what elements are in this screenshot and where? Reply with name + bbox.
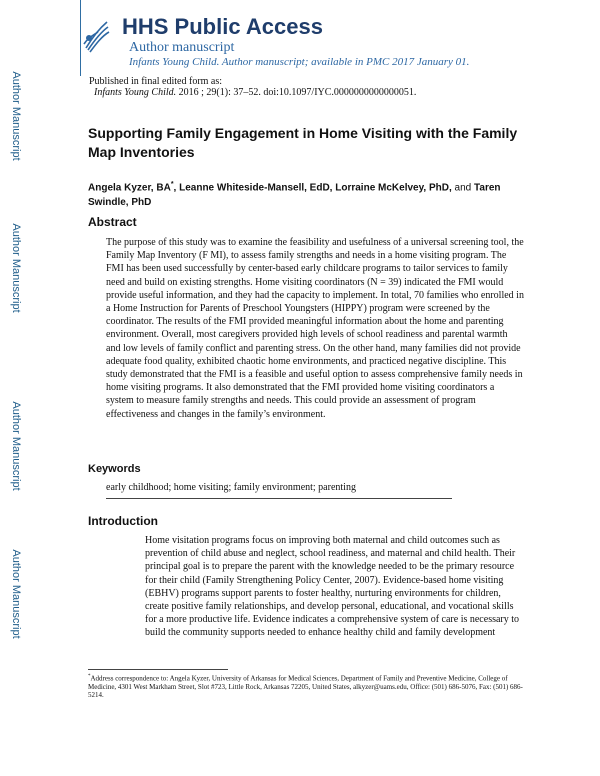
author-manuscript-label: Author manuscript — [129, 40, 235, 55]
introduction-heading: Introduction — [88, 514, 158, 528]
journal-availability-text: Infants Young Child. Author manuscript; available in PMC 2017 January 01. — [129, 56, 470, 68]
hhs-public-access-title: HHS Public Access — [122, 14, 323, 39]
published-label: Published in final edited form as: — [89, 76, 223, 87]
author-1: Angela Kyzer, BA — [88, 182, 171, 194]
author-last: Taren Swindle, PhD — [88, 182, 501, 209]
authors-middle: , Leanne Whiteside-Mansell, EdD, Lorraine McKelvey, PhD, — [173, 182, 452, 194]
publication-info — [89, 76, 416, 98]
abstract-text: The purpose of this study was to examine the feasibility and usefulness of a universal screening tool, the Family Map Inventory (F MI), to assess family strengths and needs in a home visiting program. The FMI has been used successfully by center-based early childcare programs to tailor services to family need and build on existing strengths. Home visiting coordinators (N = 39) indicated the FMI would provide useful information, and they had the capacity to implement. In total, 70 families who enrolled in a Home Instruction for Parents of Preschool Youngsters (HIPPY) program were screened by the coordinator. The results of the FMI provided meaningful information about the home and parenting environment. Overall, most caregivers provided high levels of school readiness and parental warmth and low levels of family conflict and parenting stress. On the other hand, many families did not provide adequate food quality, exhibited chaotic home environments, and practiced negative discipline. This study demonstrated that the FMI is a feasible and useful option to assess comprehensive family needs in home visiting programs. It also demonstrated that the FMI provided home visiting coordinators a system to measure family strengths and needs. This could provide an assessment of program effectiveness and changes in the family’s environment. — [106, 237, 524, 420]
keywords-divider — [106, 498, 452, 499]
keywords-heading: Keywords — [88, 463, 141, 475]
footnote-text: Address correspondence to: Angela Kyzer, University of Arkansas for Medical Sciences, Department of Family and Preventive Medicine, College of Medicine, 4301 West Markham Street, Slot #723, Little Rock, Arkansas 72205, United States, alkyzer@uams.edu, Office: (501) 686-5076, Fax: (501) 686-5214. — [88, 674, 523, 700]
sidebar-label: Author Manuscript — [10, 223, 22, 313]
journal-name: Infants Young Child. — [94, 87, 177, 98]
hhs-eagle-logo-icon — [80, 18, 110, 56]
introduction-text: Home visitation programs focus on improving both maternal and child outcomes such as prevention of child abuse and neglect, school readiness, and maternal and child health. Their principal goal is to prepare the parent with the knowledge needed to be the primary resource for their child (Family Strengthening Policy Center, 2007). Evidence-based home visiting (EBHV) programs support parents to foster healthy, nurturing environments for children, create positive family relationships, and develop personal, educational, and vocational skills for a more productive life. Evidence indicates a comprehensive system of care is necessary to build the community supports needed to enhance healthy child and family development — [145, 535, 520, 639]
keywords-text: early childhood; home visiting; family environment; parenting — [106, 482, 356, 493]
sidebar-label: Author Manuscript — [10, 549, 22, 639]
journal-availability-line — [129, 56, 469, 68]
citation: 2016 ; 29(1): 37–52. doi:10.1097/IYC.0000000000000051. — [176, 87, 417, 98]
sidebar-label: Author Manuscript — [10, 401, 22, 491]
correspondence-footnote — [88, 673, 528, 700]
footnote-marker: * — [88, 674, 91, 679]
authors-and: and — [451, 182, 475, 194]
footnote-divider — [88, 669, 228, 670]
author-manuscript-sidebar — [0, 0, 34, 776]
sidebar-label: Author Manuscript — [10, 71, 22, 161]
abstract-heading: Abstract — [88, 215, 137, 229]
author-footnote-marker[interactable]: * — [170, 181, 174, 188]
author-list — [88, 177, 528, 210]
paper-title: Supporting Family Engagement in Home Visiting with the Family Map Inventories — [88, 125, 518, 160]
